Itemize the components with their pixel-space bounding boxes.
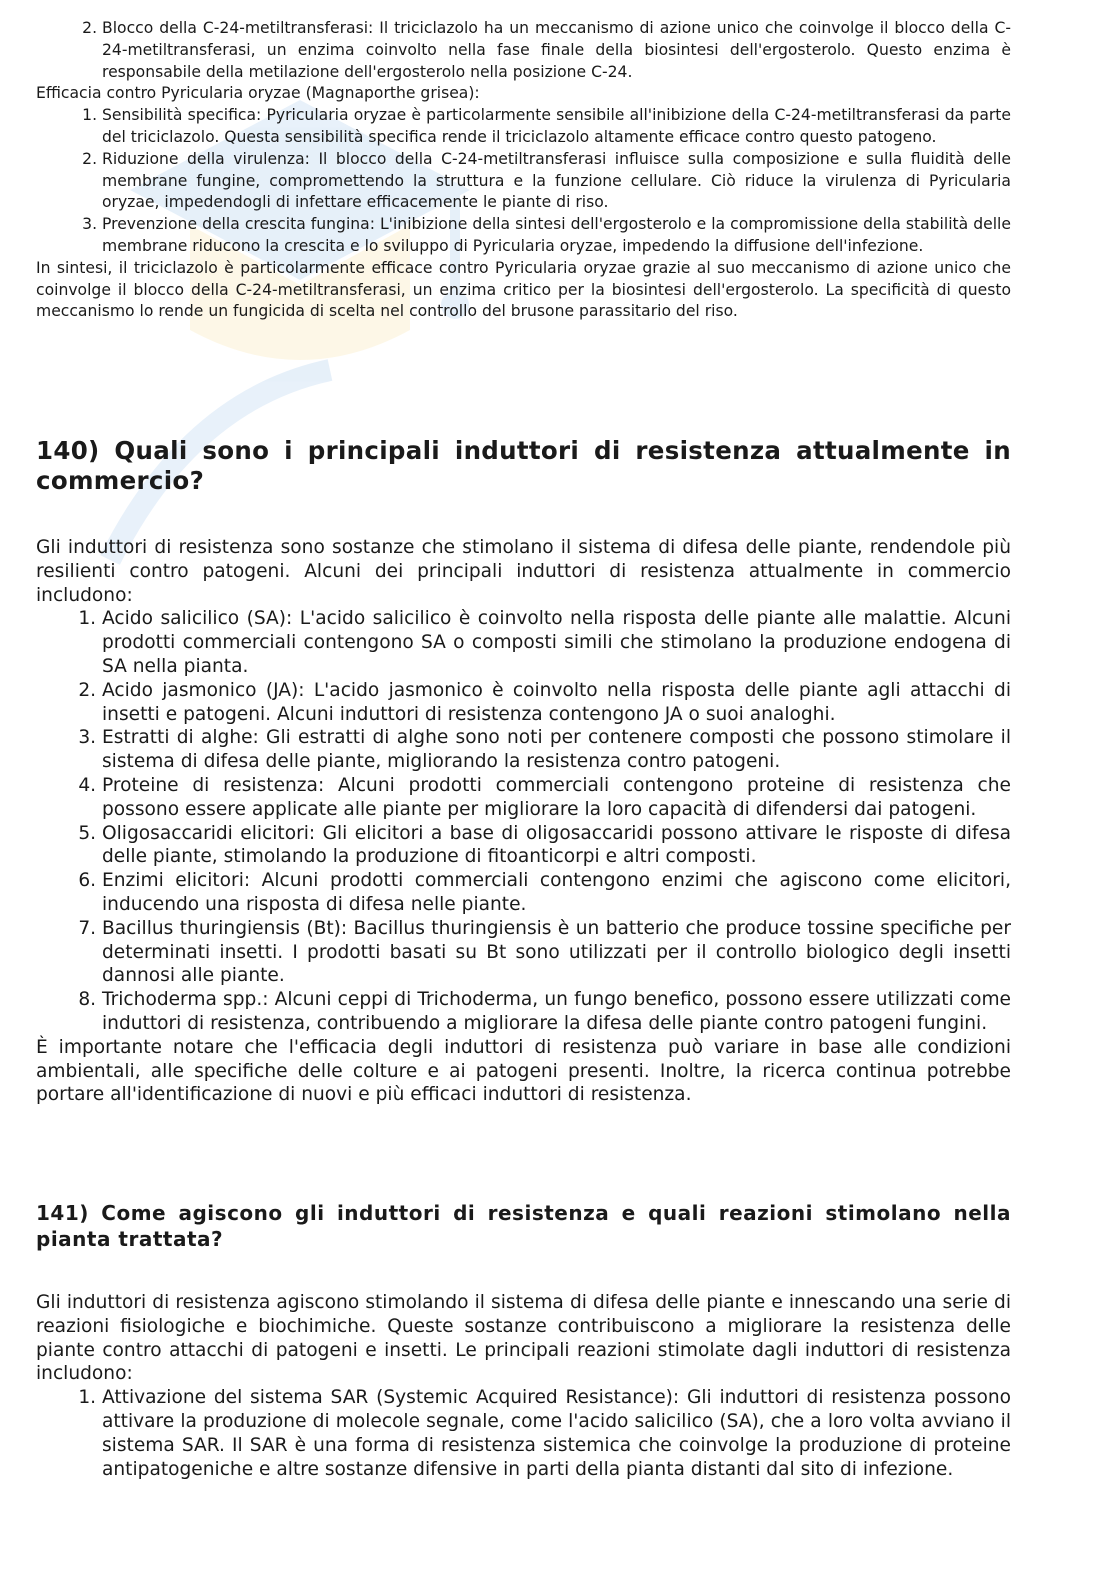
- list-item: 2. Acido jasmonico (JA): L'acido jasmonico è coinvolto nella risposta delle piante agli attacchi di insetti e patogeni. Alcuni induttori di resistenza contengono JA o suoi analoghi.: [102, 679, 1011, 727]
- section-141: [36, 1200, 1011, 1481]
- question-140-title: 140) Quali sono i principali induttori di resistenza attualmente in commercio?: [36, 436, 1011, 495]
- list-item: 1. Acido salicilico (SA): L'acido salicilico è coinvolto nella risposta delle piante alle malattie. Alcuni prodotti commerciali contengono SA o composti simili che stimolano la produzione endogena di SA nella pianta.: [102, 607, 1011, 678]
- summary-paragraph: In sintesi, il triciclazolo è particolarmente efficace contro Pyricularia oryzae grazie al suo meccanismo di azione unico che coinvolge il blocco della C-24-metiltransferasi, un enzima critico per la biosintesi dell'ergosterolo. La specificità di questo meccanismo lo rende un fungicida di scelta nel controllo del brusone parassitario del riso.: [36, 258, 1011, 321]
- list-item: 2. Riduzione della virulenza: Il blocco della C-24-metiltransferasi influisce sulla composizione e sulla fluidità delle membrane fungine, compromettendo la struttura e la funzione cellulare. Ciò riduce la virulenza di Pyricularia oryzae, impedendogli di infettare efficacemente le piante di riso.: [102, 149, 1011, 214]
- efficacy-heading: Efficacia contro Pyricularia oryzae (Magnaporthe grisea):: [36, 84, 480, 103]
- list-item: 8. Trichoderma spp.: Alcuni ceppi di Trichoderma, un fungo benefico, possono essere utilizzati come induttori di resistenza, contribuendo a migliorare la difesa delle piante contro patogeni fungini.: [102, 988, 1011, 1036]
- list-item: 1. Attivazione del sistema SAR (Systemic Acquired Resistance): Gli induttori di resistenza possono attivare la produzione di molecole segnale, come l'acido salicilico (SA), che a loro volta avviano il sistema SAR. Il SAR è una forma di resistenza sistemica che coinvolge la produzione di proteine antipatogeniche e altre sostanze difensive in parti della pianta distanti dal sito di infezione.: [102, 1386, 1011, 1481]
- list-item: 3. Estratti di alghe: Gli estratti di alghe sono noti per contenere composti che possono stimolare il sistema di difesa delle piante, migliorando la resistenza contro patogeni.: [102, 726, 1011, 774]
- mechanism-list: [36, 18, 1011, 83]
- inducers-list: [36, 607, 1011, 1035]
- document-page: [36, 18, 1011, 1480]
- list-item: 6. Enzimi elicitori: Alcuni prodotti commerciali contengono enzimi che agiscono come elicitori, inducendo una risposta di difesa nelle piante.: [102, 869, 1011, 917]
- list-item: 7. Bacillus thuringiensis (Bt): Bacillus thuringiensis è un batterio che produce tossine specifiche per determinati insetti. I prodotti basati su Bt sono utilizzati per il controllo biologico degli insetti dannosi alle piante.: [102, 917, 1011, 988]
- list-item: 2. Blocco della C-24-metiltransferasi: Il triciclazolo ha un meccanismo di azione unico che coinvolge il blocco della C-24-metiltransferasi, un enzima coinvolto nella fase finale della biosintesi dell'ergosterolo. Questo enzima è responsabile della metilazione dell'ergosterolo nella posizione C-24.: [102, 18, 1011, 83]
- reactions-list: [36, 1386, 1011, 1481]
- list-item: 4. Proteine di resistenza: Alcuni prodotti commerciali contengono proteine di resistenza che possono essere applicate alle piante per migliorare la loro capacità di difendersi dai patogeni.: [102, 774, 1011, 822]
- question-140-closing: È importante notare che l'efficacia degli induttori di resistenza può variare in base alle condizioni ambientali, alle specifiche delle colture e ai patogeni presenti. Inoltre, la ricerca continua potrebbe portare all'identificazione di nuovi e più efficaci induttori di resistenza.: [36, 1036, 1011, 1106]
- top-block: [36, 18, 1011, 323]
- list-item: 1. Sensibilità specifica: Pyricularia oryzae è particolarmente sensibile all'inibizione della C-24-metiltransferasi da parte del triciclazolo. Questa sensibilità specifica rende il triciclazolo altamente efficace contro questo patogeno.: [102, 105, 1011, 149]
- list-item: 5. Oligosaccaridi elicitori: Gli elicitori a base di oligosaccaridi possono attivare le risposte di difesa delle piante, stimolando la produzione di fitoanticorpi e altri composti.: [102, 822, 1011, 870]
- question-141-intro: Gli induttori di resistenza agiscono stimolando il sistema di difesa delle piante e innescando una serie di reazioni fisiologiche e biochimiche. Queste sostanze contribuiscono a migliorare la resistenza delle piante contro attacchi di patogeni e insetti. Le principali reazioni stimolate dagli induttori di resistenza includono:: [36, 1292, 1011, 1385]
- section-140: [36, 436, 1011, 1107]
- question-140-intro: Gli induttori di resistenza sono sostanze che stimolano il sistema di difesa delle piante, rendendole più resilienti contro patogeni. Alcuni dei principali induttori di resistenza attualmente in commercio includono:: [36, 537, 1011, 606]
- efficacy-list: [36, 105, 1011, 258]
- question-141-title: 141) Come agiscono gli induttori di resistenza e quali reazioni stimolano nella pianta trattata?: [36, 1201, 1011, 1251]
- list-item: 3. Prevenzione della crescita fungina: L'inibizione della sintesi dell'ergosterolo e la compromissione della stabilità delle membrane riducono la crescita e lo sviluppo di Pyricularia oryzae, impedendo la diffusione dell'infezione.: [102, 214, 1011, 258]
